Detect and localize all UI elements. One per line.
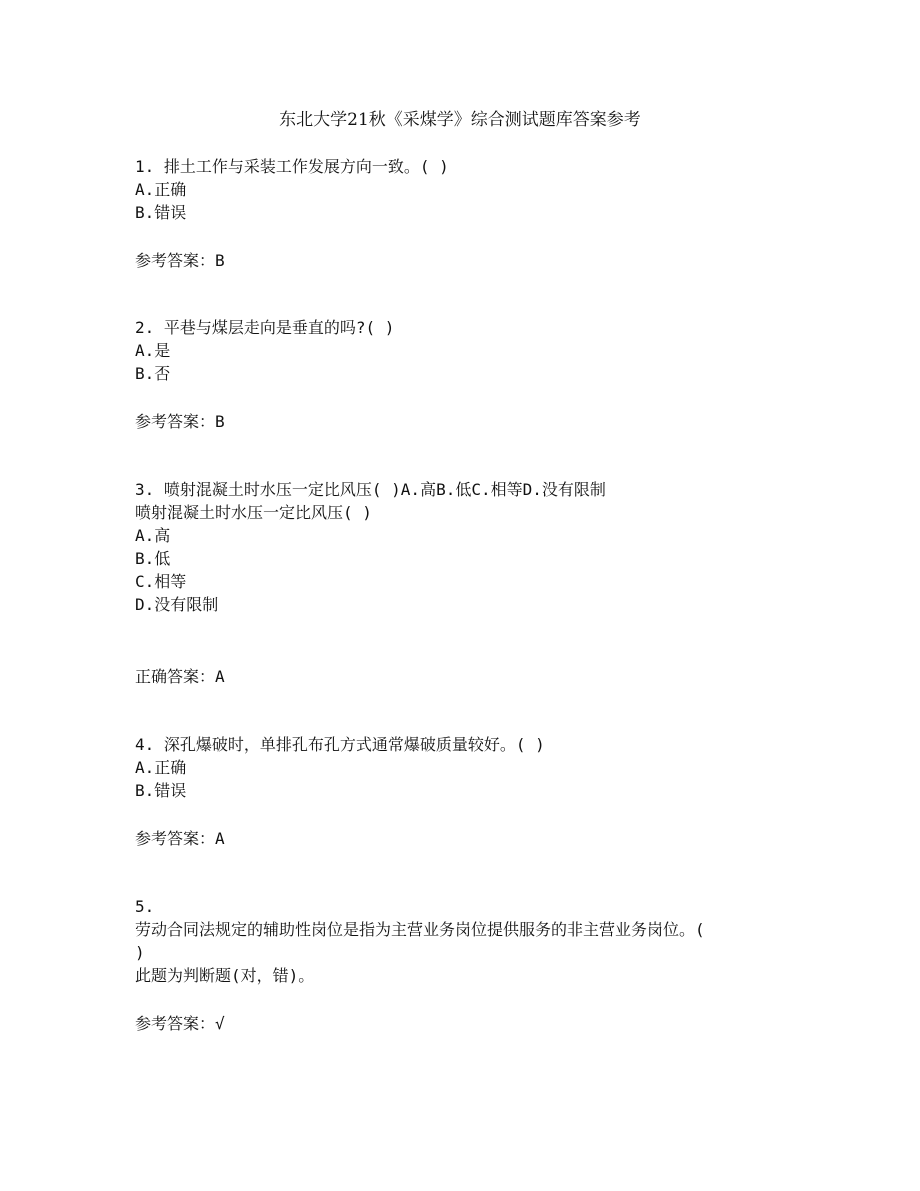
answer-5: 参考答案：√	[135, 1014, 225, 1033]
question-stem-tail: )	[135, 943, 145, 962]
question-1	[135, 155, 785, 224]
question-number: 5.	[135, 897, 155, 916]
answer-2: 参考答案：B	[135, 412, 225, 431]
option-b: B.否	[135, 364, 171, 383]
option-a: A.正确	[135, 180, 187, 199]
question-3	[135, 478, 785, 616]
question-4	[135, 733, 785, 802]
question-stem: 劳动合同法规定的辅助性岗位是指为主营业务岗位提供服务的非主营业务岗位。(	[135, 920, 705, 939]
question-note: 此题为判断题(对，错)。	[135, 966, 315, 985]
question-stem: 2. 平巷与煤层走向是垂直的吗?( )	[135, 318, 395, 337]
question-stem-repeat: 喷射混凝土时水压一定比风压( )	[135, 503, 372, 522]
answer-3: 正确答案：A	[135, 667, 225, 686]
answer-4: 参考答案：A	[135, 829, 225, 848]
answer-1: 参考答案：B	[135, 251, 225, 270]
option-a: A.高	[135, 526, 171, 545]
option-b: B.错误	[135, 781, 187, 800]
option-b: B.错误	[135, 203, 187, 222]
question-stem: 3. 喷射混凝土时水压一定比风压( )A.高B.低C.相等D.没有限制	[135, 480, 606, 499]
option-d: D.没有限制	[135, 595, 219, 614]
option-a: A.正确	[135, 758, 187, 777]
question-stem: 1. 排土工作与采装工作发展方向一致。( )	[135, 157, 449, 176]
option-b: B.低	[135, 549, 171, 568]
option-c: C.相等	[135, 572, 187, 591]
question-5	[135, 895, 785, 987]
option-a: A.是	[135, 341, 171, 360]
question-stem: 4. 深孔爆破时，单排孔布孔方式通常爆破质量较好。( )	[135, 735, 545, 754]
question-2	[135, 316, 785, 385]
document-title: 东北大学21秋《采煤学》综合测试题库答案参考	[279, 110, 641, 130]
